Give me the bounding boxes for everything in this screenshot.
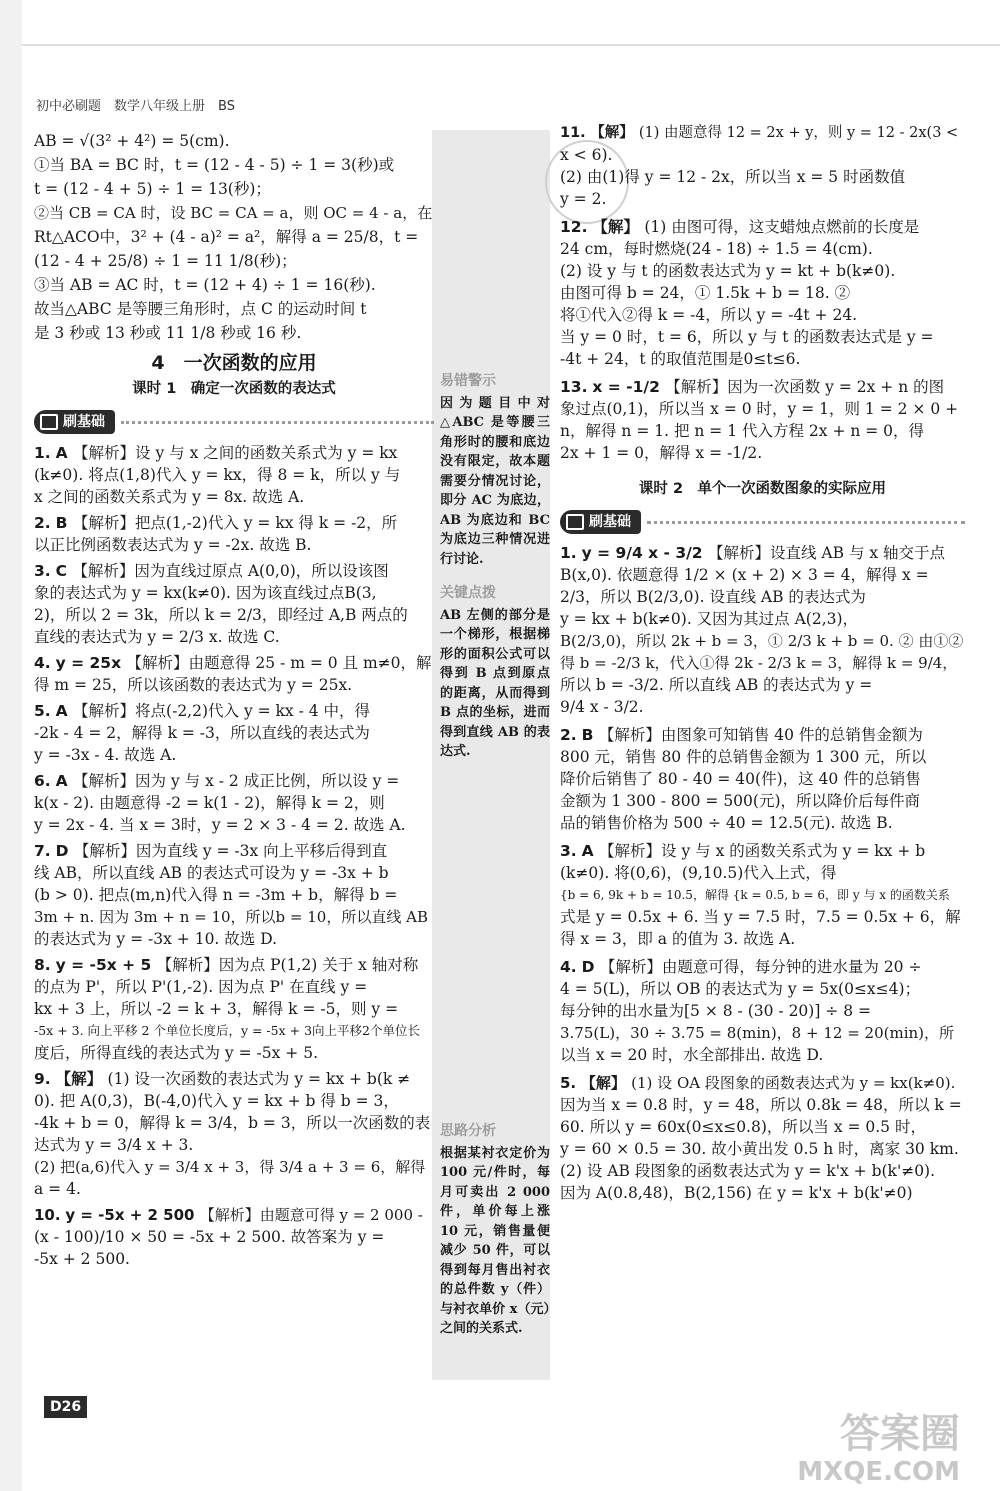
answer-number: 6. (34, 772, 51, 790)
answer-text: 金额为 1 300 - 800 = 500(元)，所以降价后每件商 (560, 792, 920, 810)
site-watermark (797, 1411, 960, 1487)
answer-key: 【解】 (580, 1074, 632, 1092)
answer-text: 【解析】因为一次函数 y = 2x + n 的图 (665, 378, 945, 396)
answer-text: 2x + 1 = 0，解得 x = -1/2. (560, 444, 763, 462)
answer-first-line (560, 122, 965, 144)
answer-text: 式是 y = 0.5x + 6. 当 y = 7.5 时，7.5 = 0.5x + 6，解 (560, 908, 961, 926)
page-edge-shade (0, 0, 22, 1491)
answer-first-line (560, 956, 965, 978)
answer-text: (2) 设 AB 段图象的函数表达式为 y = k'x + b(k'≠0). (560, 1162, 936, 1180)
answer-text: 象的表达式为 y = kx(k≠0). 因为该直线过点B(3, (34, 584, 377, 602)
answer-text: 【解析】因为点 P(1,2) 关于 x 轴对称 (156, 956, 419, 974)
running-header: 初中必刷题 数学八年级上册 BS (36, 99, 235, 114)
answer-first-line (560, 840, 965, 862)
answer-text: 因为当 x = 0.8 时，y = 48，所以 0.8k = 48，所以 k = (560, 1096, 962, 1114)
answer-number: 7. (34, 842, 51, 860)
answer-text: 因为 A(0.8,48)，B(2,156) 在 y = k'x + b(k'≠0) (560, 1184, 913, 1202)
answer-key: B (55, 514, 73, 532)
answer-item (560, 840, 965, 950)
answer-text: 当 y = 0 时，t = 6，所以 y 与 t 的函数表达式是 y = (560, 328, 934, 346)
answer-number: 13. (560, 378, 588, 396)
text-line: t = (12 - 4 + 5) ÷ 1 = 13(秒)； (34, 180, 271, 198)
answer-item (560, 122, 965, 210)
answer-item (560, 376, 965, 464)
answer-list (560, 542, 965, 1204)
practice-banner (560, 510, 965, 534)
answer-key: y = 9/4 x - 3/2 (581, 544, 708, 562)
answer-text: -5x + 2 500. (34, 1250, 130, 1268)
answer-text: 【解析】设直线 AB 与 x 轴交于点 (708, 544, 946, 562)
answer-text: B(x,0). 依题意得 1/2 × (x + 2) × 3 = 4，解得 x = (560, 566, 929, 584)
answer-text: (2) 设 y 与 t 的函数表达式为 y = kt + b(k≠0). (560, 262, 896, 280)
answer-text: 象过点(0,1)，所以当 x = 0 时，y = 1，则 1 = 2 × 0 + (560, 400, 959, 418)
answer-key: y = -5x + 5 (55, 956, 157, 974)
answer-text: 的点为 P'，所以 P'(1,-2). 因为点 P' 在直线 y = (34, 978, 368, 996)
text-line: 是 3 秒或 13 秒或 11 1/8 秒或 16 秒. (34, 324, 302, 342)
answer-text: 【解析】因为直线过原点 A(0,0)，所以设该图 (72, 562, 389, 580)
text-line: ②当 CB = CA 时，设 BC = CA = a，则 OC = 4 - a，在 (34, 204, 433, 222)
text-line: (12 - 4 + 25/8) ÷ 1 = 11 1/8(秒)； (34, 252, 297, 270)
answer-number: 2. (34, 514, 51, 532)
answer-text: 每分钟的出水量为[5 × 8 - (30 - 20)] ÷ 8 = (560, 1002, 871, 1020)
book-icon (566, 514, 584, 530)
answer-text: 得 b = -2/3 k，代入①得 2k - 2/3 k = 3，解得 k = 9/4， (560, 654, 958, 672)
answer-text: k(x - 2). 由题意得 -2 = k(1 - 2)，解得 k = 2，则 (34, 794, 385, 812)
answer-text: (1) 设 OA 段图象的函数表达式为 y = kx(k≠0). (631, 1074, 956, 1092)
answer-text: 4 = 5(L)，所以 OB 的表达式为 y = 5x(0≤x≤4)； (560, 980, 921, 998)
answer-text: 的表达式为 y = -3x + 10. 故选 D. (34, 930, 278, 948)
answer-item (560, 216, 965, 370)
answer-text: 度后，所得直线的表达式为 y = -5x + 5. (34, 1044, 318, 1062)
answer-text: -4t + 24，t 的取值范围是0≤t≤6. (560, 350, 801, 368)
answer-first-line (34, 954, 434, 976)
answer-text: 【解析】因为 y 与 x - 2 成正比例，所以设 y = (73, 772, 400, 790)
practice-badge: 刷基础 (560, 510, 641, 534)
answer-text: 【解析】由题意可得 y = 2 000 - (199, 1206, 423, 1224)
answer-text: x 之间的函数关系式为 y = 8x. 故选 A. (34, 488, 305, 506)
answer-text: (1) 由题意得 12 = 2x + y，则 y = 12 - 2x(3 < (638, 125, 959, 141)
dotted-divider (647, 521, 965, 524)
practice-banner (34, 410, 434, 434)
answer-first-line (34, 512, 434, 534)
top-rule (22, 44, 1000, 46)
answer-number: 3. (560, 842, 577, 860)
answer-item (34, 700, 434, 766)
lesson-title: 课时 1 确定一次函数的表达式 (132, 381, 336, 397)
answer-first-line (560, 376, 965, 398)
answer-text: 24 cm，每时燃烧(24 - 18) ÷ 1.5 = 4(cm). (560, 240, 873, 258)
answer-list (34, 442, 434, 1270)
answer-first-line (34, 700, 434, 722)
answer-text: (x - 100)/10 × 50 = -5x + 2 500. 故答案为 y = (34, 1228, 385, 1246)
answer-text: (1) 由图可得，这支蜡烛点燃前的长度是 (644, 218, 920, 236)
answer-text: y = 60 × 0.5 = 30. 故小黄出发 0.5 h 时，离家 30 km. (560, 1140, 959, 1158)
answer-text: 由图可得 b = 24，① 1.5k + b = 18. ② (560, 284, 851, 302)
answer-number: 4. (34, 654, 51, 672)
answer-key: 【解】 (590, 125, 639, 141)
answer-key: 【解】 (55, 1070, 108, 1088)
book-icon (40, 414, 58, 430)
watermark-url: MXQE.COM (797, 1457, 960, 1487)
watermark-logo-text: 答案圈 (840, 1411, 960, 1457)
answer-text: 以当 x = 20 时，水全部排出. 故选 D. (560, 1046, 824, 1064)
note-title: 关键点拨 (440, 585, 496, 601)
answer-text: y = 2x - 4. 当 x = 3时，y = 2 × 3 - 4 = 2. 故选 A. (34, 816, 406, 834)
text-line: AB = √(3² + 4²) = 5(cm). (34, 132, 230, 150)
answer-number: 12. (560, 218, 588, 236)
answer-number: 1. (560, 544, 577, 562)
answer-text: 【解析】设 y 与 x 之间的函数关系式为 y = kx (73, 444, 398, 462)
answer-first-line (560, 542, 965, 564)
answer-text: 2)，所以 2 = 3k，所以 k = 2/3，即经过 A,B 两点的 (34, 606, 408, 624)
answer-number: 9. (34, 1070, 51, 1088)
answer-item (560, 956, 965, 1066)
answer-item (34, 954, 434, 1064)
answer-number: 3. (34, 562, 51, 580)
answer-item (560, 1072, 965, 1204)
answer-text: 得 x = 3，即 a 的值为 3. 故选 A. (560, 930, 796, 948)
answer-number: 4. (560, 958, 577, 976)
answer-number: 1. (34, 444, 51, 462)
answer-text: 9/4 x - 3/2. (560, 698, 644, 716)
practice-badge: 刷基础 (34, 410, 115, 434)
answer-item (34, 770, 434, 836)
answer-text: 达式为 y = 3/4 x + 3. (34, 1136, 194, 1154)
note-body: AB 左侧的部分是一个梯形，根据梯形的面积公式可以得到 B 点到原点的距离，从而得到 B 点的坐标，进而得到直线 AB 的表达式. (440, 607, 550, 759)
answer-first-line (34, 442, 434, 464)
answer-key: x = -1/2 (592, 378, 666, 396)
note-body: 因为题目中对△ABC 是等腰三角形时的腰和底边没有限定，故本题需要分情况讨论，即分 AC 为底边，AB 为底边和 BC 为底边三种情况进行讨论. (440, 395, 550, 567)
answer-list (560, 122, 965, 464)
text-line: ①当 BA = BC 时，t = (12 - 4 - 5) ÷ 1 = 3(秒)或 (34, 156, 395, 174)
answer-item (34, 512, 434, 556)
answer-text: 所以 b = -3/2. 所以直线 AB 的表达式为 y = (560, 676, 873, 694)
answer-text: 2/3，所以 B(2/3,0). 设直线 AB 的表达式为 (560, 588, 866, 606)
answer-key: y = 25x (55, 654, 127, 672)
answer-text: {b = 6, 9k + b = 10.5，解得 {k = 0.5, b = 6，即 y 与 x 的函数关系 (560, 888, 950, 902)
answer-number: 5. (560, 1074, 577, 1092)
answer-item (560, 542, 965, 718)
answer-item (34, 442, 434, 508)
answer-text: (2) 把(a,6)代入 y = 3/4 x + 3，得 3/4 a + 3 = 6，解得 (34, 1158, 426, 1176)
answer-item (34, 1204, 434, 1270)
answer-text: 60. 所以 y = 60x(0≤x≤0.8)，所以当 x = 0.5 时， (560, 1118, 926, 1136)
note-key-point (440, 584, 550, 762)
answer-text: kx + 3 上，所以 -2 = k + 3，解得 k = -5，则 y = (34, 1000, 399, 1018)
note-body: 根据某衬衣定价为 100 元/件时，每月可卖出 2 000 件，单价每上涨 10 元，销售量便减少 50 件，可以得到每月售出衬衣的总件数 y（件）与衬衣单价 x（元）之间的关系式. (440, 1145, 550, 1336)
answer-text: 3m + n. 因为 3m + n = 10，所以b = 10，所以直线 AB (34, 908, 428, 926)
answer-key: A (55, 772, 74, 790)
answer-text: 0). 把 A(0,3)，B(-4,0)代入 y = kx + b 得 b = 3， (34, 1092, 399, 1110)
answer-text: 【解析】由图象可知销售 40 件的总销售金额为 (598, 726, 923, 744)
answer-first-line (34, 770, 434, 792)
answer-first-line (34, 1068, 434, 1090)
answer-text: y = 2. (560, 190, 607, 208)
answer-text: a = 4. (34, 1180, 81, 1198)
text-line: ③当 AB = AC 时，t = (12 + 4) ÷ 1 = 16(秒). (34, 276, 376, 294)
answer-text: x < 6). (560, 146, 613, 164)
note-error-warning (440, 372, 550, 569)
answer-text: 【解析】设 y 与 x 的函数关系式为 y = kx + b (599, 842, 926, 860)
answer-text: (k≠0). 将(0,6)，(9,10.5)代入上式，得 (560, 864, 837, 882)
answer-key: 【解】 (592, 218, 645, 236)
answer-item (34, 1068, 434, 1200)
answer-first-line (560, 1072, 965, 1094)
answer-key: C (55, 562, 73, 580)
answer-first-line (34, 652, 434, 674)
answer-text: 得 m = 25，所以该函数的表达式为 y = 25x. (34, 676, 353, 694)
answer-text: (2) 由(1)得 y = 12 - 2x，所以当 x = 5 时函数值 (560, 168, 906, 186)
answer-first-line (34, 560, 434, 582)
answer-text: n，解得 n = 1. 把 n = 1 代入方程 2x + n = 0，得 (560, 422, 925, 440)
note-thinking-analysis (440, 1122, 550, 1339)
answer-key: A (581, 842, 600, 860)
answer-text: 【解析】由题意得 25 - m = 0 且 m≠0，解 (126, 654, 432, 672)
right-column (560, 122, 965, 1210)
answer-key: B (581, 726, 599, 744)
left-column (34, 130, 434, 1274)
answer-text: -4k + b = 0，解得 k = 3/4，b = 3，所以一次函数的表 (34, 1114, 431, 1132)
answer-number: 10. (34, 1206, 61, 1224)
answer-text: 【解析】把点(1,-2)代入 y = kx 得 k = -2，所 (72, 514, 398, 532)
answer-text: (b > 0). 把点(m,n)代入得 n = -3m + b，解得 b = (34, 886, 398, 904)
answer-number: 11. (560, 125, 586, 141)
answer-text: 品的销售价格为 500 ÷ 40 = 12.5(元). 故选 B. (560, 814, 893, 832)
note-title: 思路分析 (440, 1123, 496, 1139)
answer-text: 将①代入②得 k = -4，所以 y = -4t + 24. (560, 306, 858, 324)
answer-item (34, 560, 434, 648)
text-line: 故当△ABC 是等腰三角形时，点 C 的运动时间 t (34, 300, 367, 318)
answer-number: 2. (560, 726, 577, 744)
answer-key: D (55, 842, 74, 860)
answer-text: y = -3x - 4. 故选 A. (34, 746, 177, 764)
text-line: Rt△ACO中，3² + (4 - a)² = a²，解得 a = 25/8，t = (34, 228, 419, 246)
answer-text: 【解析】由题意可得，每分钟的进水量为 20 ÷ (599, 958, 922, 976)
answer-first-line (34, 840, 434, 862)
lesson-title: 课时 2 单个一次函数图象的实际应用 (638, 481, 887, 497)
answer-text: (k≠0). 将点(1,8)代入 y = kx，得 8 = k，所以 y 与 (34, 466, 401, 484)
answer-text: 【解析】将点(-2,2)代入 y = kx - 4 中，得 (73, 702, 371, 720)
answer-key: A (55, 702, 74, 720)
answer-item (34, 652, 434, 696)
answer-number: 5. (34, 702, 51, 720)
answer-text: (1) 设一次函数的表达式为 y = kx + b(k ≠ (107, 1070, 411, 1088)
answer-item (560, 724, 965, 834)
answer-text: 3.75(L)，30 ÷ 3.75 = 8(min)，8 + 12 = 20(min)，所 (560, 1024, 954, 1042)
answer-text: -5x + 3. 向上平移 2 个单位长度后，y = -5x + 3向上平移2个单位长 (34, 1023, 420, 1038)
answer-first-line (560, 724, 965, 746)
note-title: 易错警示 (440, 373, 496, 389)
section-title: 4 一次函数的应用 (151, 352, 317, 374)
answer-text: 降价后销售了 80 - 40 = 40(件)，这 40 件的总销售 (560, 770, 921, 788)
answer-key: y = -5x + 2 500 (65, 1206, 200, 1224)
answer-key: A (55, 444, 74, 462)
previous-answer-continuation (34, 130, 434, 344)
answer-key: D (581, 958, 600, 976)
answer-text: 800 元，销售 80 件的总销售金额为 1 300 元，所以 (560, 748, 927, 766)
answer-text: B(2/3,0)，所以 2k + b = 3，① 2/3 k + b = 0. ② 由①② (560, 632, 964, 650)
answer-first-line (560, 216, 965, 238)
answer-text: 直线的表达式为 y = 2/3 x. 故选 C. (34, 628, 280, 646)
page-number: D26 (44, 1396, 87, 1418)
answer-item (34, 840, 434, 950)
answer-number: 8. (34, 956, 51, 974)
answer-text: 【解析】因为直线 y = -3x 向上平移后得到直 (73, 842, 388, 860)
answer-text: -2k - 4 = 2，解得 k = -3，所以直线的表达式为 (34, 724, 370, 742)
dotted-divider (121, 421, 434, 424)
answer-text: 线 AB，所以直线 AB 的表达式可设为 y = -3x + b (34, 864, 389, 882)
answer-text: y = kx + b(k≠0). 又因为其过点 A(2,3)， (560, 610, 859, 628)
answer-text: 以正比例函数表达式为 y = -2x. 故选 B. (34, 536, 312, 554)
answer-first-line (34, 1204, 434, 1226)
